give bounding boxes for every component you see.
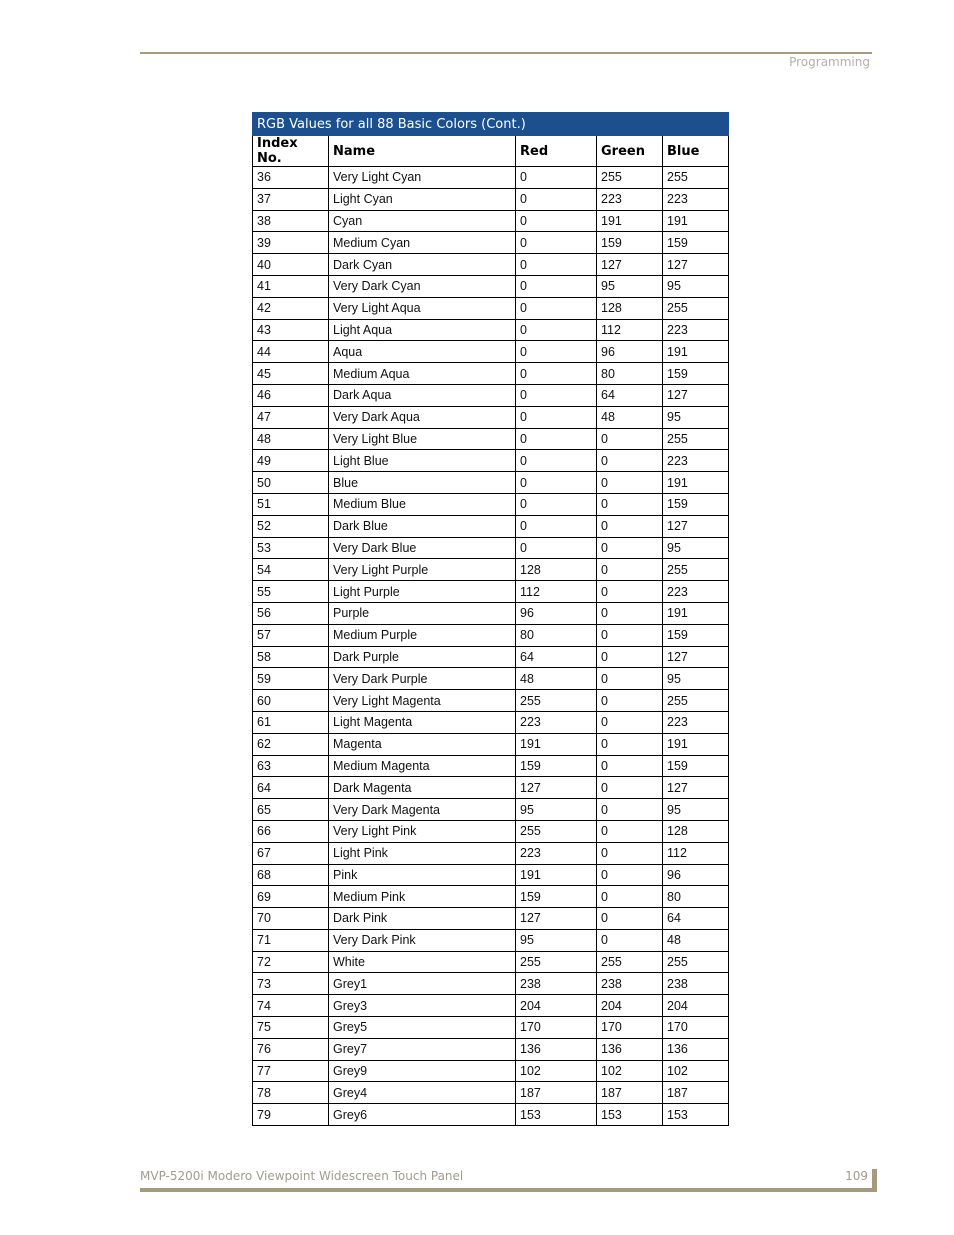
green-cell: 170 xyxy=(597,1017,663,1039)
index-cell: 54 xyxy=(253,559,329,581)
name-cell: Grey5 xyxy=(329,1017,516,1039)
red-cell: 0 xyxy=(516,537,597,559)
red-cell: 0 xyxy=(516,254,597,276)
green-cell: 0 xyxy=(597,624,663,646)
blue-cell: 159 xyxy=(663,232,729,254)
table-row xyxy=(253,450,729,472)
green-cell: 80 xyxy=(597,363,663,385)
table-header-row xyxy=(253,136,729,167)
name-cell: Very Light Blue xyxy=(329,428,516,450)
table-row xyxy=(253,820,729,842)
red-cell: 0 xyxy=(516,363,597,385)
green-cell: 96 xyxy=(597,341,663,363)
table-row xyxy=(253,384,729,406)
index-cell: 37 xyxy=(253,188,329,210)
name-cell: Medium Purple xyxy=(329,624,516,646)
blue-cell: 102 xyxy=(663,1060,729,1082)
name-cell: Medium Pink xyxy=(329,886,516,908)
table-row xyxy=(253,711,729,733)
blue-cell: 127 xyxy=(663,384,729,406)
green-cell: 0 xyxy=(597,493,663,515)
red-cell: 0 xyxy=(516,384,597,406)
blue-cell: 191 xyxy=(663,602,729,624)
green-cell: 136 xyxy=(597,1038,663,1060)
table-row xyxy=(253,1104,729,1126)
green-cell: 0 xyxy=(597,602,663,624)
blue-cell: 191 xyxy=(663,472,729,494)
table-row xyxy=(253,275,729,297)
green-cell: 159 xyxy=(597,232,663,254)
green-cell: 0 xyxy=(597,668,663,690)
table-row xyxy=(253,428,729,450)
green-cell: 48 xyxy=(597,406,663,428)
green-cell: 0 xyxy=(597,864,663,886)
index-cell: 47 xyxy=(253,406,329,428)
red-cell: 0 xyxy=(516,188,597,210)
footer-rule-tick xyxy=(872,1169,877,1192)
table-row xyxy=(253,210,729,232)
column-header-green: Green xyxy=(597,136,663,167)
table-row xyxy=(253,1017,729,1039)
blue-cell: 95 xyxy=(663,275,729,297)
table-row xyxy=(253,951,729,973)
table-row xyxy=(253,188,729,210)
index-cell: 44 xyxy=(253,341,329,363)
footer-product-name: MVP-5200i Modero Viewpoint Widescreen Touch Panel xyxy=(140,1169,464,1183)
blue-cell: 191 xyxy=(663,341,729,363)
name-cell: Blue xyxy=(329,472,516,494)
index-cell: 76 xyxy=(253,1038,329,1060)
index-cell: 48 xyxy=(253,428,329,450)
table-row xyxy=(253,929,729,951)
red-cell: 255 xyxy=(516,820,597,842)
blue-cell: 191 xyxy=(663,210,729,232)
green-cell: 64 xyxy=(597,384,663,406)
table-row xyxy=(253,341,729,363)
red-cell: 0 xyxy=(516,493,597,515)
blue-cell: 136 xyxy=(663,1038,729,1060)
name-cell: Very Dark Cyan xyxy=(329,275,516,297)
name-cell: Very Light Purple xyxy=(329,559,516,581)
name-cell: Medium Magenta xyxy=(329,755,516,777)
table-body xyxy=(253,167,729,1126)
index-cell: 71 xyxy=(253,929,329,951)
table-row xyxy=(253,493,729,515)
name-cell: Very Light Cyan xyxy=(329,167,516,189)
name-cell: Very Light Pink xyxy=(329,820,516,842)
name-cell: Grey9 xyxy=(329,1060,516,1082)
red-cell: 0 xyxy=(516,341,597,363)
table-row xyxy=(253,973,729,995)
table-row xyxy=(253,668,729,690)
name-cell: Dark Pink xyxy=(329,908,516,930)
index-cell: 52 xyxy=(253,515,329,537)
green-cell: 238 xyxy=(597,973,663,995)
blue-cell: 95 xyxy=(663,799,729,821)
index-cell: 39 xyxy=(253,232,329,254)
name-cell: White xyxy=(329,951,516,973)
index-cell: 65 xyxy=(253,799,329,821)
table-row xyxy=(253,624,729,646)
green-cell: 0 xyxy=(597,690,663,712)
blue-cell: 255 xyxy=(663,167,729,189)
green-cell: 0 xyxy=(597,820,663,842)
green-cell: 0 xyxy=(597,711,663,733)
red-cell: 159 xyxy=(516,886,597,908)
index-cell: 53 xyxy=(253,537,329,559)
blue-cell: 238 xyxy=(663,973,729,995)
index-cell: 67 xyxy=(253,842,329,864)
red-cell: 223 xyxy=(516,711,597,733)
table-row xyxy=(253,319,729,341)
name-cell: Dark Cyan xyxy=(329,254,516,276)
name-cell: Dark Purple xyxy=(329,646,516,668)
name-cell: Light Magenta xyxy=(329,711,516,733)
table-row xyxy=(253,581,729,603)
blue-cell: 127 xyxy=(663,515,729,537)
name-cell: Purple xyxy=(329,602,516,624)
index-cell: 70 xyxy=(253,908,329,930)
name-cell: Dark Blue xyxy=(329,515,516,537)
red-cell: 170 xyxy=(516,1017,597,1039)
green-cell: 0 xyxy=(597,472,663,494)
name-cell: Cyan xyxy=(329,210,516,232)
index-cell: 51 xyxy=(253,493,329,515)
red-cell: 0 xyxy=(516,428,597,450)
table-row xyxy=(253,755,729,777)
green-cell: 204 xyxy=(597,995,663,1017)
index-cell: 45 xyxy=(253,363,329,385)
page-number: 109 xyxy=(845,1169,868,1183)
green-cell: 128 xyxy=(597,297,663,319)
table-row xyxy=(253,472,729,494)
name-cell: Pink xyxy=(329,864,516,886)
blue-cell: 223 xyxy=(663,711,729,733)
index-cell: 43 xyxy=(253,319,329,341)
name-cell: Very Dark Pink xyxy=(329,929,516,951)
table-row xyxy=(253,864,729,886)
table-row xyxy=(253,406,729,428)
green-cell: 255 xyxy=(597,167,663,189)
name-cell: Very Light Aqua xyxy=(329,297,516,319)
blue-cell: 159 xyxy=(663,624,729,646)
blue-cell: 159 xyxy=(663,363,729,385)
blue-cell: 255 xyxy=(663,428,729,450)
section-header: Programming xyxy=(789,55,870,69)
blue-cell: 95 xyxy=(663,537,729,559)
name-cell: Magenta xyxy=(329,733,516,755)
red-cell: 95 xyxy=(516,799,597,821)
green-cell: 0 xyxy=(597,537,663,559)
blue-cell: 128 xyxy=(663,820,729,842)
column-header-name: Name xyxy=(329,136,516,167)
red-cell: 64 xyxy=(516,646,597,668)
footer-rule xyxy=(140,1188,872,1192)
name-cell: Very Dark Purple xyxy=(329,668,516,690)
red-cell: 127 xyxy=(516,908,597,930)
table-row xyxy=(253,602,729,624)
index-cell: 77 xyxy=(253,1060,329,1082)
table-row xyxy=(253,690,729,712)
green-cell: 0 xyxy=(597,755,663,777)
index-cell: 73 xyxy=(253,973,329,995)
blue-cell: 223 xyxy=(663,319,729,341)
index-cell: 55 xyxy=(253,581,329,603)
name-cell: Medium Aqua xyxy=(329,363,516,385)
green-cell: 95 xyxy=(597,275,663,297)
blue-cell: 170 xyxy=(663,1017,729,1039)
blue-cell: 204 xyxy=(663,995,729,1017)
index-cell: 79 xyxy=(253,1104,329,1126)
green-cell: 0 xyxy=(597,842,663,864)
table-row xyxy=(253,537,729,559)
table-row xyxy=(253,363,729,385)
red-cell: 0 xyxy=(516,167,597,189)
table-title: RGB Values for all 88 Basic Colors (Cont.) xyxy=(253,113,729,136)
name-cell: Light Aqua xyxy=(329,319,516,341)
green-cell: 127 xyxy=(597,254,663,276)
red-cell: 204 xyxy=(516,995,597,1017)
name-cell: Very Dark Magenta xyxy=(329,799,516,821)
index-cell: 61 xyxy=(253,711,329,733)
blue-cell: 159 xyxy=(663,755,729,777)
red-cell: 255 xyxy=(516,951,597,973)
table-row xyxy=(253,777,729,799)
index-cell: 72 xyxy=(253,951,329,973)
green-cell: 102 xyxy=(597,1060,663,1082)
red-cell: 136 xyxy=(516,1038,597,1060)
table-row xyxy=(253,995,729,1017)
index-cell: 62 xyxy=(253,733,329,755)
green-cell: 0 xyxy=(597,908,663,930)
blue-cell: 95 xyxy=(663,668,729,690)
red-cell: 223 xyxy=(516,842,597,864)
blue-cell: 127 xyxy=(663,777,729,799)
green-cell: 255 xyxy=(597,951,663,973)
red-cell: 0 xyxy=(516,297,597,319)
blue-cell: 255 xyxy=(663,951,729,973)
table-row xyxy=(253,886,729,908)
name-cell: Dark Aqua xyxy=(329,384,516,406)
red-cell: 0 xyxy=(516,406,597,428)
table-row xyxy=(253,1038,729,1060)
name-cell: Dark Magenta xyxy=(329,777,516,799)
blue-cell: 223 xyxy=(663,188,729,210)
name-cell: Medium Blue xyxy=(329,493,516,515)
blue-cell: 127 xyxy=(663,646,729,668)
table-row xyxy=(253,908,729,930)
red-cell: 0 xyxy=(516,472,597,494)
blue-cell: 48 xyxy=(663,929,729,951)
green-cell: 0 xyxy=(597,929,663,951)
index-cell: 63 xyxy=(253,755,329,777)
name-cell: Grey6 xyxy=(329,1104,516,1126)
column-header-index: Index No. xyxy=(253,136,329,167)
blue-cell: 255 xyxy=(663,297,729,319)
table-row xyxy=(253,515,729,537)
table-row xyxy=(253,167,729,189)
table-row xyxy=(253,254,729,276)
index-cell: 59 xyxy=(253,668,329,690)
index-cell: 41 xyxy=(253,275,329,297)
green-cell: 153 xyxy=(597,1104,663,1126)
blue-cell: 96 xyxy=(663,864,729,886)
table-row xyxy=(253,559,729,581)
blue-cell: 95 xyxy=(663,406,729,428)
green-cell: 0 xyxy=(597,428,663,450)
name-cell: Grey4 xyxy=(329,1082,516,1104)
name-cell: Grey7 xyxy=(329,1038,516,1060)
red-cell: 0 xyxy=(516,450,597,472)
green-cell: 0 xyxy=(597,777,663,799)
red-cell: 102 xyxy=(516,1060,597,1082)
name-cell: Light Purple xyxy=(329,581,516,603)
green-cell: 112 xyxy=(597,319,663,341)
green-cell: 0 xyxy=(597,646,663,668)
name-cell: Very Light Magenta xyxy=(329,690,516,712)
column-header-red: Red xyxy=(516,136,597,167)
index-cell: 60 xyxy=(253,690,329,712)
index-cell: 38 xyxy=(253,210,329,232)
blue-cell: 64 xyxy=(663,908,729,930)
index-cell: 69 xyxy=(253,886,329,908)
table-row xyxy=(253,646,729,668)
table-title-row xyxy=(253,113,729,136)
index-cell: 64 xyxy=(253,777,329,799)
blue-cell: 191 xyxy=(663,733,729,755)
blue-cell: 153 xyxy=(663,1104,729,1126)
name-cell: Very Dark Blue xyxy=(329,537,516,559)
name-cell: Light Pink xyxy=(329,842,516,864)
column-header-blue: Blue xyxy=(663,136,729,167)
red-cell: 0 xyxy=(516,515,597,537)
index-cell: 68 xyxy=(253,864,329,886)
name-cell: Medium Cyan xyxy=(329,232,516,254)
index-cell: 42 xyxy=(253,297,329,319)
table-row xyxy=(253,733,729,755)
red-cell: 238 xyxy=(516,973,597,995)
index-cell: 40 xyxy=(253,254,329,276)
index-cell: 75 xyxy=(253,1017,329,1039)
blue-cell: 223 xyxy=(663,450,729,472)
green-cell: 191 xyxy=(597,210,663,232)
name-cell: Light Blue xyxy=(329,450,516,472)
blue-cell: 223 xyxy=(663,581,729,603)
red-cell: 0 xyxy=(516,319,597,341)
table-row xyxy=(253,232,729,254)
green-cell: 0 xyxy=(597,886,663,908)
index-cell: 66 xyxy=(253,820,329,842)
header-rule xyxy=(140,52,872,54)
red-cell: 191 xyxy=(516,864,597,886)
index-cell: 50 xyxy=(253,472,329,494)
blue-cell: 159 xyxy=(663,493,729,515)
name-cell: Very Dark Aqua xyxy=(329,406,516,428)
green-cell: 0 xyxy=(597,515,663,537)
green-cell: 0 xyxy=(597,733,663,755)
blue-cell: 80 xyxy=(663,886,729,908)
green-cell: 0 xyxy=(597,450,663,472)
name-cell: Grey1 xyxy=(329,973,516,995)
blue-cell: 255 xyxy=(663,559,729,581)
red-cell: 0 xyxy=(516,275,597,297)
red-cell: 80 xyxy=(516,624,597,646)
red-cell: 95 xyxy=(516,929,597,951)
blue-cell: 112 xyxy=(663,842,729,864)
red-cell: 153 xyxy=(516,1104,597,1126)
index-cell: 46 xyxy=(253,384,329,406)
table-row xyxy=(253,842,729,864)
table-row xyxy=(253,1060,729,1082)
red-cell: 48 xyxy=(516,668,597,690)
red-cell: 112 xyxy=(516,581,597,603)
green-cell: 0 xyxy=(597,559,663,581)
red-cell: 159 xyxy=(516,755,597,777)
index-cell: 78 xyxy=(253,1082,329,1104)
rgb-values-table xyxy=(252,112,729,1126)
blue-cell: 127 xyxy=(663,254,729,276)
red-cell: 191 xyxy=(516,733,597,755)
blue-cell: 187 xyxy=(663,1082,729,1104)
red-cell: 0 xyxy=(516,210,597,232)
index-cell: 36 xyxy=(253,167,329,189)
table-row xyxy=(253,1082,729,1104)
index-cell: 57 xyxy=(253,624,329,646)
blue-cell: 255 xyxy=(663,690,729,712)
green-cell: 0 xyxy=(597,581,663,603)
table-row xyxy=(253,799,729,821)
red-cell: 0 xyxy=(516,232,597,254)
name-cell: Light Cyan xyxy=(329,188,516,210)
name-cell: Aqua xyxy=(329,341,516,363)
index-cell: 58 xyxy=(253,646,329,668)
index-cell: 74 xyxy=(253,995,329,1017)
green-cell: 187 xyxy=(597,1082,663,1104)
green-cell: 0 xyxy=(597,799,663,821)
red-cell: 127 xyxy=(516,777,597,799)
name-cell: Grey3 xyxy=(329,995,516,1017)
red-cell: 187 xyxy=(516,1082,597,1104)
red-cell: 128 xyxy=(516,559,597,581)
red-cell: 96 xyxy=(516,602,597,624)
table-row xyxy=(253,297,729,319)
index-cell: 56 xyxy=(253,602,329,624)
green-cell: 223 xyxy=(597,188,663,210)
red-cell: 255 xyxy=(516,690,597,712)
index-cell: 49 xyxy=(253,450,329,472)
